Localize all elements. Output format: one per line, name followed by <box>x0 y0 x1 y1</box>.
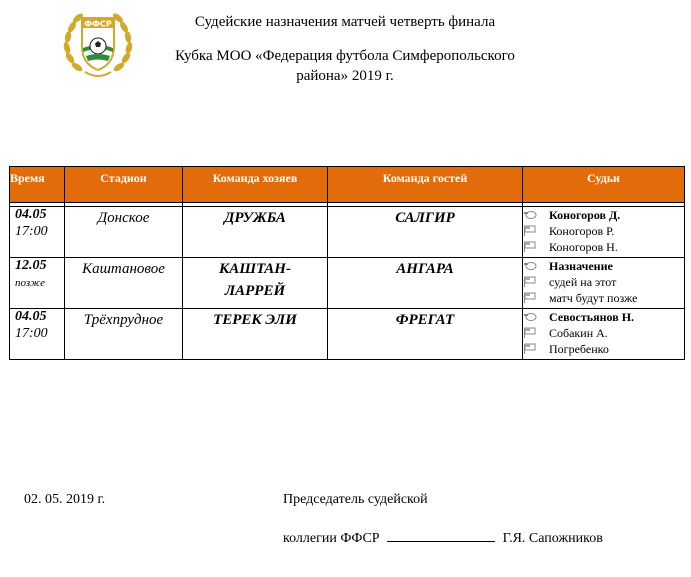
signature-name: Г.Я. Сапожников <box>502 531 603 546</box>
column-header-time: Время <box>10 167 65 203</box>
match-time: 17:00 <box>15 224 48 239</box>
referee-main: Коногоров Д. <box>523 207 684 223</box>
flag-icon <box>523 276 537 288</box>
signature-org: коллегии ФФСР <box>283 531 380 546</box>
away-team: ФРЕГАТ <box>328 309 523 360</box>
flag-icon <box>523 241 537 253</box>
away-team: САЛГИР <box>328 207 523 258</box>
home-team: КАШТАН- ЛАРРЕЙ <box>183 258 328 309</box>
match-date: 04.05 <box>15 309 47 324</box>
referee-assistant: судей на этот <box>523 274 684 290</box>
table-row <box>10 258 685 309</box>
referee-assistant: Коногоров Р. <box>523 223 684 239</box>
subtitle-line-1: Кубка МОО «Федерация футбола Симферопольского <box>175 48 515 64</box>
column-header-home-team: Команда хозяев <box>183 167 328 203</box>
whistle-icon <box>523 260 537 272</box>
flag-icon <box>523 225 537 237</box>
match-time: позже <box>15 277 45 289</box>
match-stadium: Каштановое <box>65 258 183 309</box>
whistle-icon <box>523 311 537 323</box>
document-title: Судейские назначения матчей четверть финала <box>194 14 496 30</box>
ffsr-logo <box>60 6 136 82</box>
flag-icon <box>523 327 537 339</box>
match-time-cell <box>10 258 65 309</box>
schedule-table <box>9 166 685 360</box>
table-header-row <box>10 167 685 203</box>
signature-blank <box>387 528 495 542</box>
match-time-cell <box>10 309 65 360</box>
away-team: АНГАРА <box>328 258 523 309</box>
home-team: ДРУЖБА <box>183 207 328 258</box>
referee-assistant: матч будут позже <box>523 290 684 306</box>
column-header-stadium: Стадион <box>65 167 183 203</box>
match-date: 12.05 <box>15 258 47 273</box>
table-row <box>10 207 685 258</box>
referee-main: Севостьянов Н. <box>523 309 684 325</box>
logo-text: ФФСР <box>84 19 112 29</box>
referee-assistant: Погребенко <box>523 341 684 357</box>
referee-main: Назначение <box>523 258 684 274</box>
referee-assistant: Собакин А. <box>523 325 684 341</box>
flag-icon <box>523 292 537 304</box>
subtitle-line-2: района» 2019 г. <box>296 68 394 84</box>
referee-assistant: Коногоров Н. <box>523 239 684 255</box>
table-row <box>10 309 685 360</box>
signature-title: Председатель судейской <box>283 492 428 507</box>
home-team: ТЕРЕК ЭЛИ <box>183 309 328 360</box>
document-date: 02. 05. 2019 г. <box>24 492 106 507</box>
column-header-referees: Судьи <box>523 167 685 203</box>
match-date: 04.05 <box>15 207 47 222</box>
document-subtitle <box>140 46 550 86</box>
whistle-icon <box>523 209 537 221</box>
referees-cell <box>523 207 685 258</box>
match-stadium: Донское <box>65 207 183 258</box>
match-time: 17:00 <box>15 326 48 341</box>
referees-cell <box>523 309 685 360</box>
referees-cell <box>523 258 685 309</box>
column-header-away-team: Команда гостей <box>328 167 523 203</box>
match-time-cell <box>10 207 65 258</box>
flag-icon <box>523 343 537 355</box>
match-stadium: Трёхпрудное <box>65 309 183 360</box>
signature-line <box>283 528 603 547</box>
